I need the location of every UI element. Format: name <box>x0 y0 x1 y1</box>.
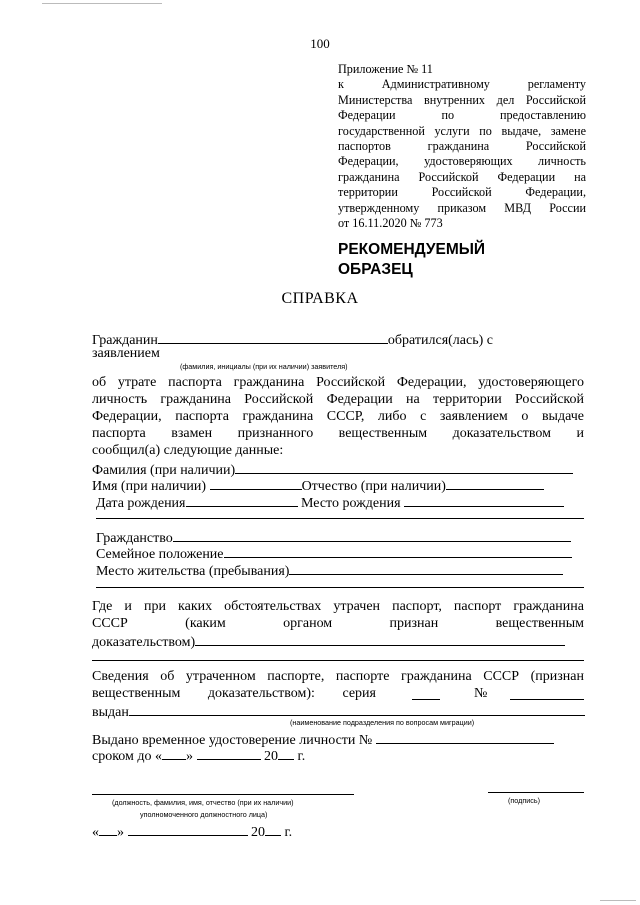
date-year-prefix: 20 <box>251 825 265 840</box>
document-title: СПРАВКА <box>281 290 359 307</box>
term-month-field[interactable] <box>197 746 261 760</box>
date-day-field[interactable] <box>99 822 117 836</box>
official-hint-2: уполномоченного должностного лица) <box>140 810 268 819</box>
term-row <box>92 746 305 765</box>
temp-id-label: Выдано временное удостоверение личности № <box>92 733 373 748</box>
temp-id-field[interactable] <box>376 730 554 744</box>
surname-field[interactable] <box>235 460 573 474</box>
appendix-line: гражданина Российской Федерации на <box>338 169 586 184</box>
issued-hint: (наименование подразделения по вопросам миграции) <box>290 718 475 727</box>
appendix-line: территории Российской Федерации, <box>338 185 586 200</box>
sample-line: ОБРАЗЕЦ <box>338 261 413 278</box>
citizen-label: Гражданин <box>92 333 158 348</box>
date-g: г. <box>284 825 293 840</box>
lost-where-line: доказательством) <box>92 635 196 650</box>
paragraph-line: Федерации, паспорта гражданина СССР, либо с заявлением о выдаче <box>92 409 584 424</box>
lost-circumstances-field[interactable] <box>195 632 565 646</box>
appendix-line: от 16.11.2020 № 773 <box>338 216 443 231</box>
statement-label: заявлением <box>92 346 160 361</box>
signature-line[interactable] <box>488 792 584 793</box>
citizen-name-field[interactable] <box>158 330 388 344</box>
patronymic-label: Отчество (при наличии) <box>301 479 446 494</box>
birth-place-label: Место рождения <box>301 496 401 511</box>
term-year-prefix: 20 <box>264 749 279 764</box>
term-mid: » <box>186 749 194 764</box>
name-label: Имя (при наличии) <box>92 479 207 494</box>
scan-edge-mark <box>42 3 162 4</box>
birth-date-label: Дата рождения <box>96 496 186 511</box>
official-hint-1: (должность, фамилия, имя, отчество (при их наличии) <box>112 798 294 807</box>
signature-hint: (подпись) <box>508 796 540 805</box>
recommended-sample-heading <box>338 240 485 280</box>
term-day-field[interactable] <box>162 746 186 760</box>
citizenship-label: Гражданство <box>96 531 173 546</box>
appendix-line: Федерации, удостоверяющих личность <box>338 154 586 169</box>
lost-where-line: СССР (каким органом признан вещественным <box>92 616 584 631</box>
surname-label: Фамилия (при наличии) <box>92 463 236 478</box>
appendix-line: Приложение № 11 <box>338 62 433 76</box>
birth-place-extra-line[interactable] <box>96 518 584 519</box>
applied-text: обратился(лась) с <box>387 333 493 348</box>
date-month-field[interactable] <box>128 822 248 836</box>
number-label: № <box>474 686 488 701</box>
appendix-line: Федерации по предоставлению <box>338 108 586 123</box>
date-row <box>92 822 292 841</box>
appendix-line: утвержденному приказом МВД России <box>338 200 586 215</box>
lost-passport-info <box>92 668 584 702</box>
issued-label: выдан <box>92 705 129 720</box>
paragraph-line: сообщил(а) следующие данные: <box>92 443 284 458</box>
residence-label: Место жительства (пребывания) <box>96 564 290 579</box>
lost-where-line: Где и при каких обстоятельствах утрачен паспорт, паспорт гражданина <box>92 599 584 614</box>
birth-row <box>96 493 564 512</box>
residence-row <box>96 561 563 580</box>
series-label: вещественным доказательством): серия <box>92 686 376 701</box>
term-year-field[interactable] <box>278 746 294 760</box>
marital-field[interactable] <box>224 544 572 558</box>
scan-edge-mark <box>600 900 636 901</box>
patronymic-field[interactable] <box>446 476 544 490</box>
name-field[interactable] <box>210 476 302 490</box>
lost-info-line: Сведения об утраченном паспорте, паспорте гражданина СССР (признан <box>92 669 584 684</box>
paragraph-line: паспорта взамен признанного вещественным доказательством и <box>92 426 584 441</box>
lost-circumstances-extra-line[interactable] <box>92 660 584 661</box>
recommended-line: РЕКОМЕНДУЕМЫЙ <box>338 241 486 258</box>
paragraph-line: личность гражданина Российской Федерации на территории Российской <box>92 392 584 407</box>
date-close: » <box>117 825 124 840</box>
paragraph-line: об утрате паспорта гражданина Российской Федерации, удостоверяющего <box>92 375 584 390</box>
lost-circumstances <box>92 598 584 651</box>
term-prefix: сроком до « <box>92 749 163 764</box>
birth-place-field[interactable] <box>404 493 564 507</box>
issued-field[interactable] <box>129 702 585 716</box>
citizen-hint: (фамилия, инициалы (при их наличии) заявителя) <box>180 362 348 371</box>
residence-field[interactable] <box>289 561 563 575</box>
date-open: « <box>92 825 99 840</box>
official-line[interactable] <box>92 794 354 795</box>
appendix-line: паспортов гражданина Российской <box>338 139 586 154</box>
intro-paragraph <box>92 374 584 459</box>
appendix-line: государственной услуги по выдаче, замене <box>338 123 586 138</box>
marital-label: Семейное положение <box>96 547 224 562</box>
residence-extra-line[interactable] <box>96 587 584 588</box>
appendix-block <box>338 62 586 231</box>
series-field[interactable] <box>412 686 440 700</box>
term-g: г. <box>297 749 306 764</box>
date-year-field[interactable] <box>265 822 281 836</box>
number-field[interactable] <box>510 686 584 700</box>
citizenship-field[interactable] <box>173 528 571 542</box>
birth-date-field[interactable] <box>186 493 298 507</box>
page-number: 100 <box>310 36 330 51</box>
appendix-line: Министерства внутренних дел Российской <box>338 92 586 107</box>
appendix-line: к Административному регламенту <box>338 77 586 92</box>
